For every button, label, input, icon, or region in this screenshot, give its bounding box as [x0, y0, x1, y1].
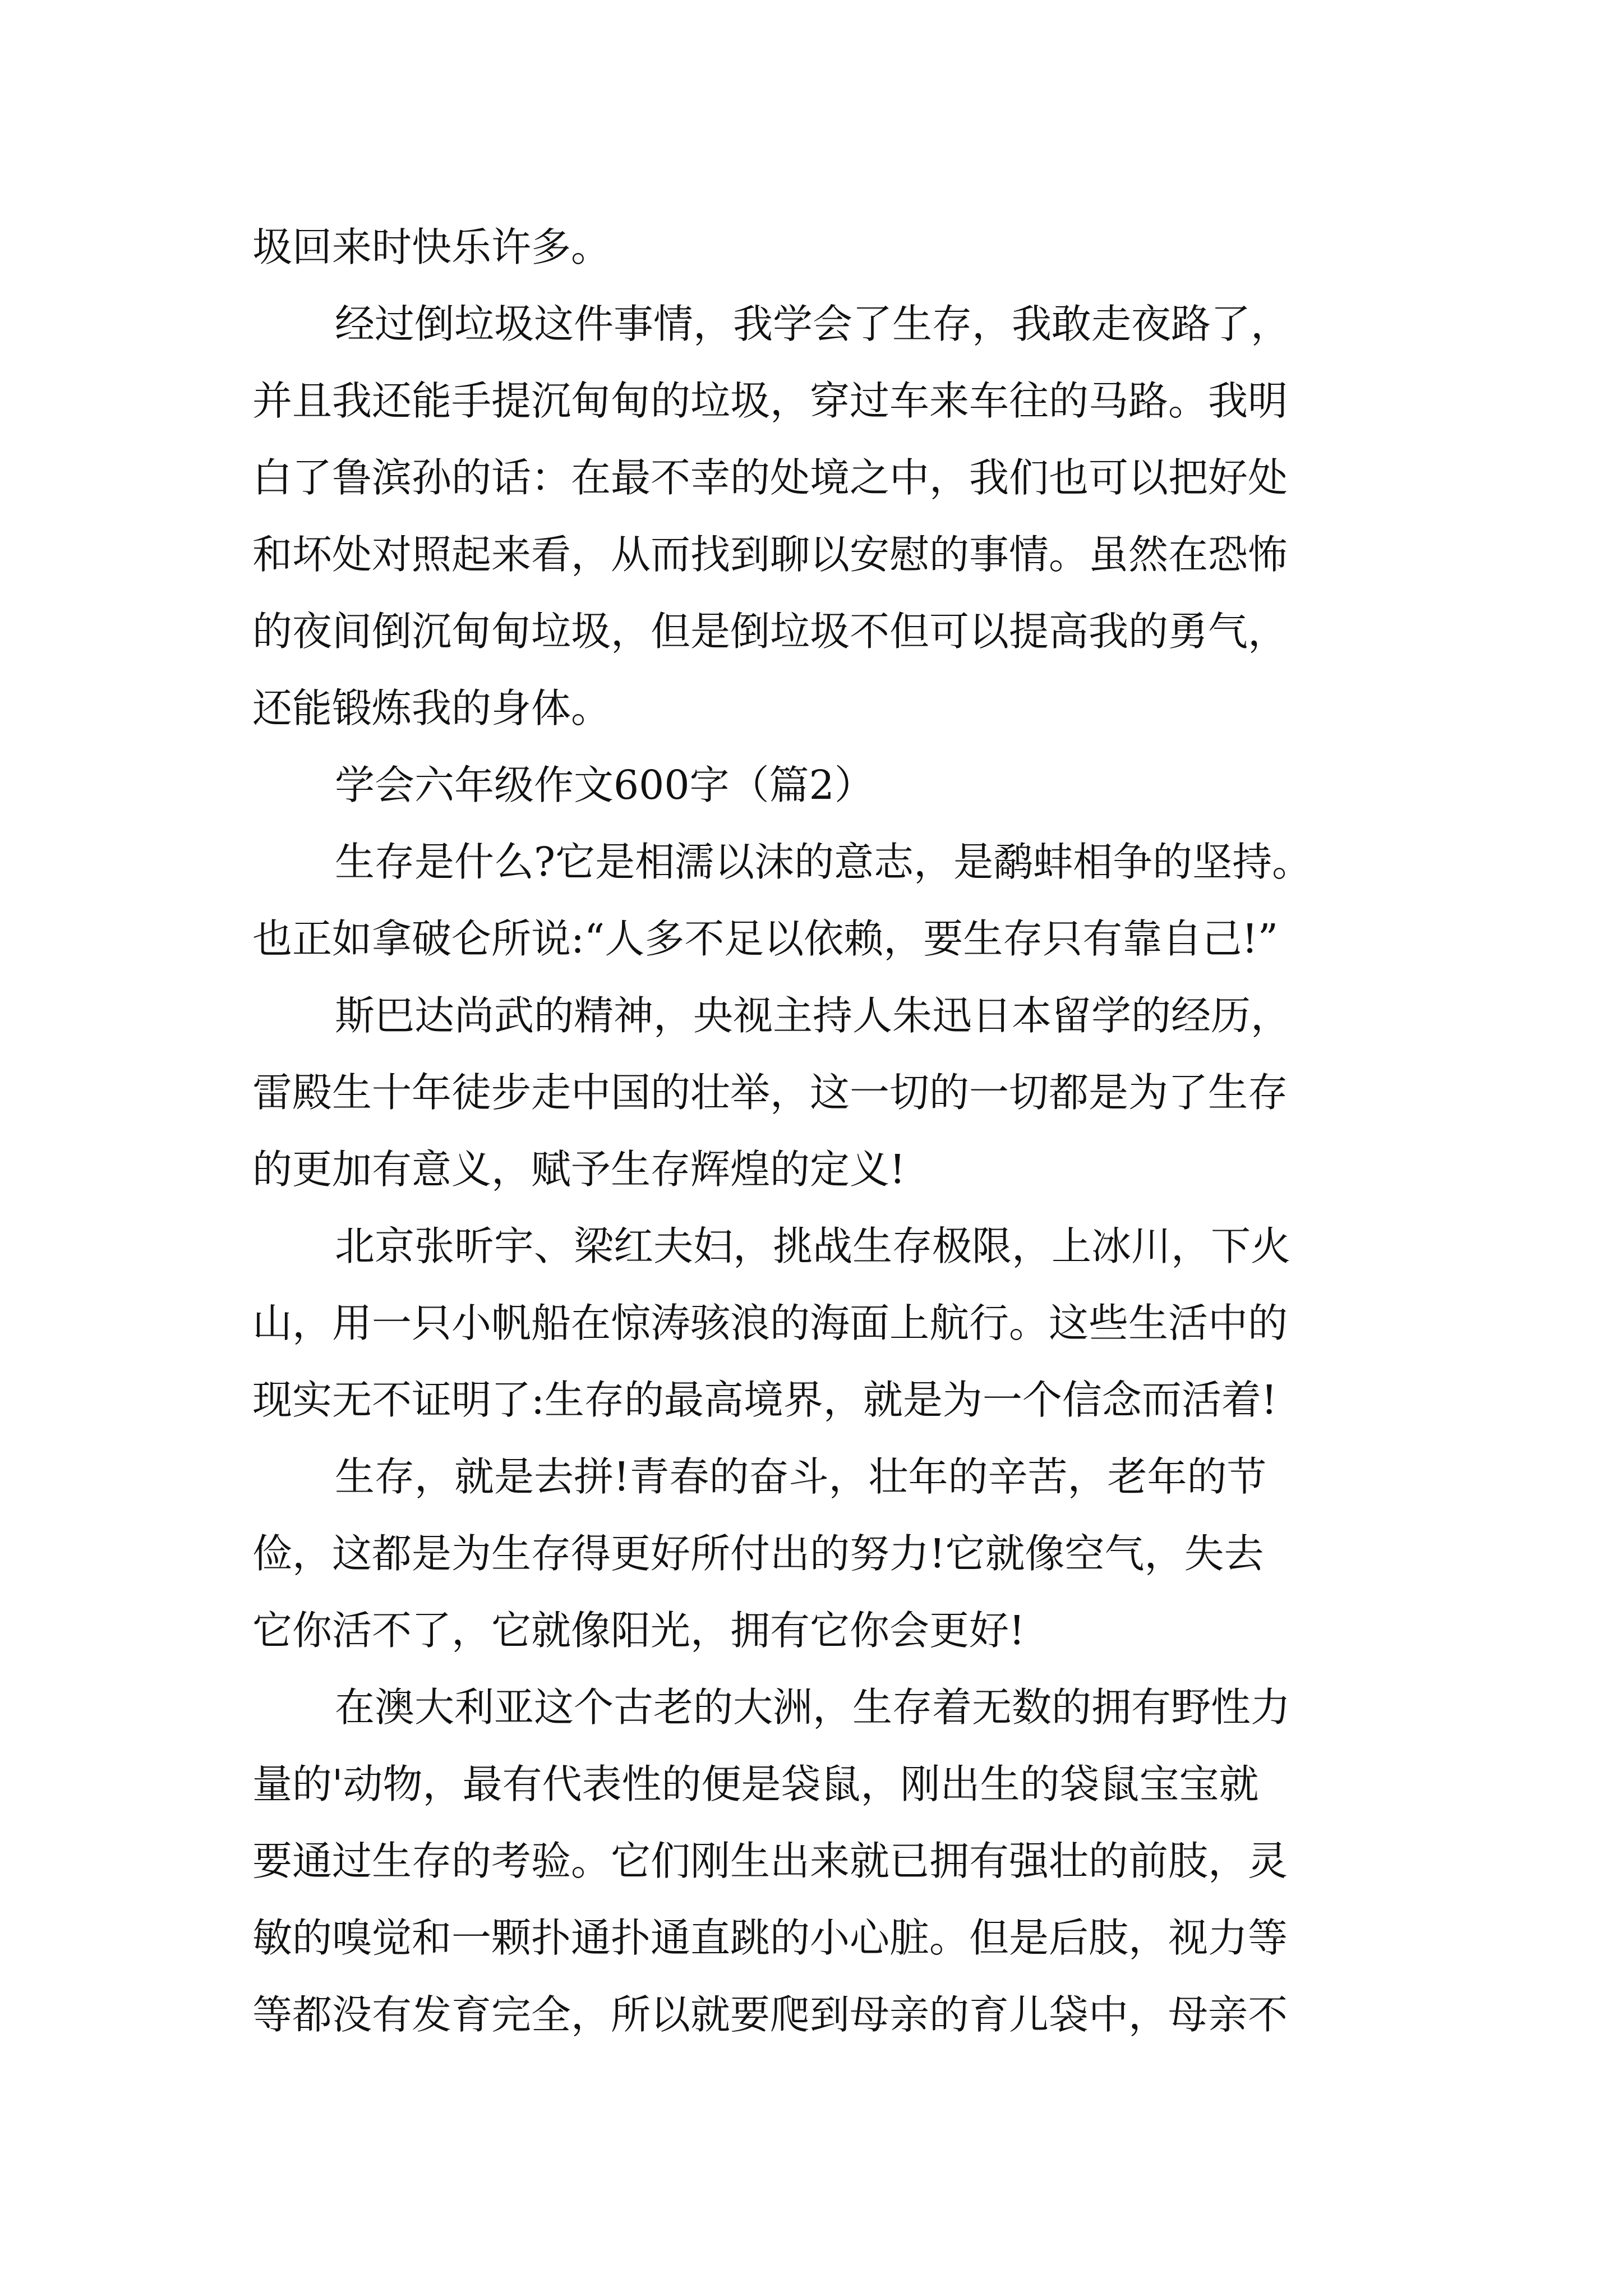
- text-line: 白了鲁滨孙的话：在最不幸的处境之中，我们也可以把好处: [252, 454, 1288, 501]
- text-line: 并且我还能手提沉甸甸的垃圾，穿过车来车往的马路。我明: [252, 378, 1288, 424]
- text-line: 生存，就是去拼!青春的奋斗，壮年的辛苦，老年的节: [335, 1453, 1267, 1500]
- paragraph-7: [252, 1669, 1374, 2053]
- text-line: 斯巴达尚武的精神，央视主持人朱迅日本留学的经历，: [335, 992, 1291, 1039]
- text-line: 的夜间倒沉甸甸垃圾，但是倒垃圾不但可以提高我的勇气，: [252, 608, 1288, 655]
- paragraph-3: [252, 823, 1374, 977]
- document-body: [252, 209, 1374, 2053]
- heading-line: 学会六年级作文600字（篇2）: [335, 762, 874, 808]
- paragraph-2: [252, 286, 1374, 747]
- text-line: 量的'动物，最有代表性的便是袋鼠，刚出生的袋鼠宝宝就: [252, 1761, 1259, 1807]
- text-line: 俭，这都是为生存得更好所付出的努力!它就像空气，失去: [252, 1530, 1264, 1577]
- text-line: 雷殿生十年徒步走中国的壮举，这一切的一切都是为了生存: [252, 1069, 1288, 1116]
- text-line: 和坏处对照起来看，从而找到聊以安慰的事情。虽然在恐怖: [252, 531, 1288, 578]
- text-line: 生存是什么?它是相濡以沫的意志，是鹬蚌相争的坚持。: [335, 839, 1312, 885]
- text-line: 要通过生存的考验。它们刚生出来就已拥有强壮的前肢，灵: [252, 1838, 1288, 1884]
- text-line: 在澳大利亚这个古老的大洲，生存着无数的拥有野性力: [335, 1684, 1291, 1731]
- paragraph-5: [252, 1208, 1374, 1438]
- paragraph-6: [252, 1438, 1374, 1669]
- text-line: 它你活不了，它就像阳光，拥有它你会更好!: [252, 1607, 1025, 1654]
- paragraph-1: [252, 209, 1374, 286]
- text-line: 经过倒垃圾这件事情，我学会了生存，我敢走夜路了，: [335, 301, 1291, 347]
- text-line: 山，用一只小帆船在惊涛骇浪的海面上航行。这些生活中的: [252, 1300, 1288, 1346]
- section-heading: [252, 747, 1374, 823]
- text-line: 圾回来时快乐许多。: [252, 224, 611, 270]
- text-line: 现实无不证明了:生存的最高境界，就是为一个信念而活着!: [252, 1377, 1278, 1423]
- text-line: 的更加有意义，赋予生存辉煌的定义!: [252, 1146, 906, 1193]
- paragraph-4: [252, 977, 1374, 1208]
- text-line: 北京张昕宇、梁红夫妇，挑战生存极限，上冰川，下火: [335, 1223, 1291, 1269]
- text-line: 也正如拿破仑所说:“人多不足以依赖，要生存只有靠自己!”: [252, 915, 1279, 962]
- text-line: 敏的嗅觉和一颗扑通扑通直跳的小心脏。但是后肢，视力等: [252, 1915, 1288, 1961]
- text-line: 还能锻炼我的身体。: [252, 685, 611, 731]
- text-line: 等都没有发育完全，所以就要爬到母亲的育儿袋中，母亲不: [252, 1991, 1288, 2038]
